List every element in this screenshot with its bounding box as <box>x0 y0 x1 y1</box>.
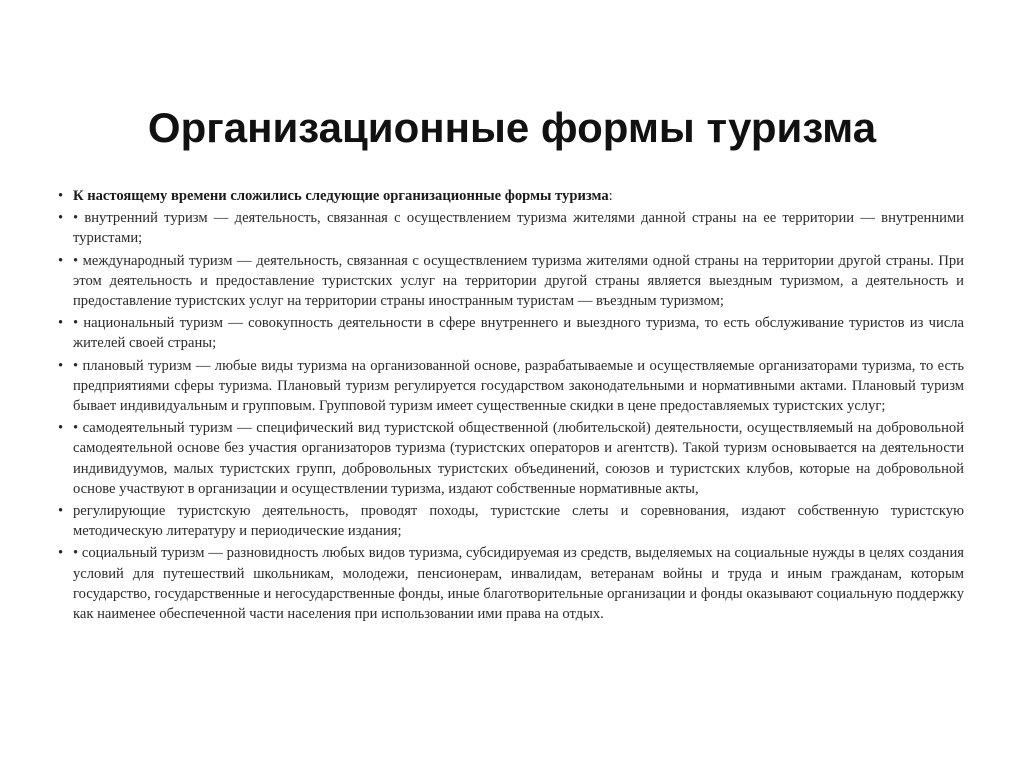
list-item <box>58 418 964 499</box>
item-text-national: • национальный туризм — совокупность деятельности в сфере внутреннего и выездного туризма, то есть обслуживание туристов из числа жителей своей страны; <box>73 315 964 352</box>
bullet-marker: • <box>58 503 64 520</box>
list-item <box>58 251 964 312</box>
list-item <box>58 543 964 624</box>
lead-text: К настоящему времени сложились следующие организационные формы туризма <box>73 188 609 204</box>
list-item <box>58 501 964 541</box>
bullet-marker: • <box>58 545 64 562</box>
bullet-marker: • <box>58 420 64 437</box>
list-item <box>58 186 964 206</box>
slide-title: Организационные формы туризма <box>147 104 877 152</box>
bullet-marker: • <box>58 315 64 332</box>
list-item <box>58 313 964 353</box>
list-item <box>58 208 964 248</box>
item-text-domestic: • внутренний туризм — деятельность, связанная с осуществлением туризма жителями данной страны на ее территории — внутренними туристами; <box>73 210 964 247</box>
bullet-marker: • <box>58 188 64 204</box>
bullet-marker: • <box>58 210 64 227</box>
item-text-amateur: • самодеятельный туризм — специфический вид туристской общественной (любительской) деятельности, осуществляемый на добровольной самодеятельной основе без участия организаторов туризма (туристских операторов и агентств). Такой туризм основывается на деятельности индивидуумов, малых туристских групп, добровольных туристских объединений, союзов и туристских клубов, которые на добровольной основе участвуют в организации и осуществлении туризма, издают собственные нормативные акты, <box>73 420 964 497</box>
item-text-planned: • плановый туризм — любые виды туризма на организованной основе, разрабатываемые и осуществляемые организаторами туризма, то есть предприятиями сферы туризма. Плановый туризм регулируется государством законодательными и нормативными актами. Плановый туризм бывает индивидуальным и групповым. Групповой туризм имеет существенные скидки в цене предоставляемых туристских услуг; <box>73 357 964 415</box>
item-text-international: • международный туризм — деятельность, связанная с осуществлением туризма жителями одной страны на территории другой страны. При этом деятельность и предоставление туристских услуг на территории другой страны является выездным туризмом, а деятельность и предоставление туристских услуг на территории страны иностранным туристам — въездным туризмом; <box>73 252 964 310</box>
bullet-marker: • <box>58 252 64 269</box>
item-text-regulating: регулирующие туристскую деятельность, проводят походы, туристские слеты и соревнования, издают собственную туристскую методическую литературу и периодические издания; <box>73 503 964 540</box>
bullet-marker: • <box>58 357 64 374</box>
list-item <box>58 356 964 417</box>
bullet-list <box>58 186 964 626</box>
lead-colon: : <box>608 188 613 204</box>
item-text-social: • социальный туризм — разновидность любых видов туризма, субсидируемая из средств, выделяемых на социальные нужды в целях создания условий для путешествий школьникам, молодежи, пенсионерам, инвалидам, ветеранам войны и труда и иным гражданам, которым государство, государственные и негосударственные фонды, иные благотворительные организации и фонды оказывают социальную поддержку как наименее обеспеченной части населения при использовании ими права на отдых. <box>73 545 964 623</box>
